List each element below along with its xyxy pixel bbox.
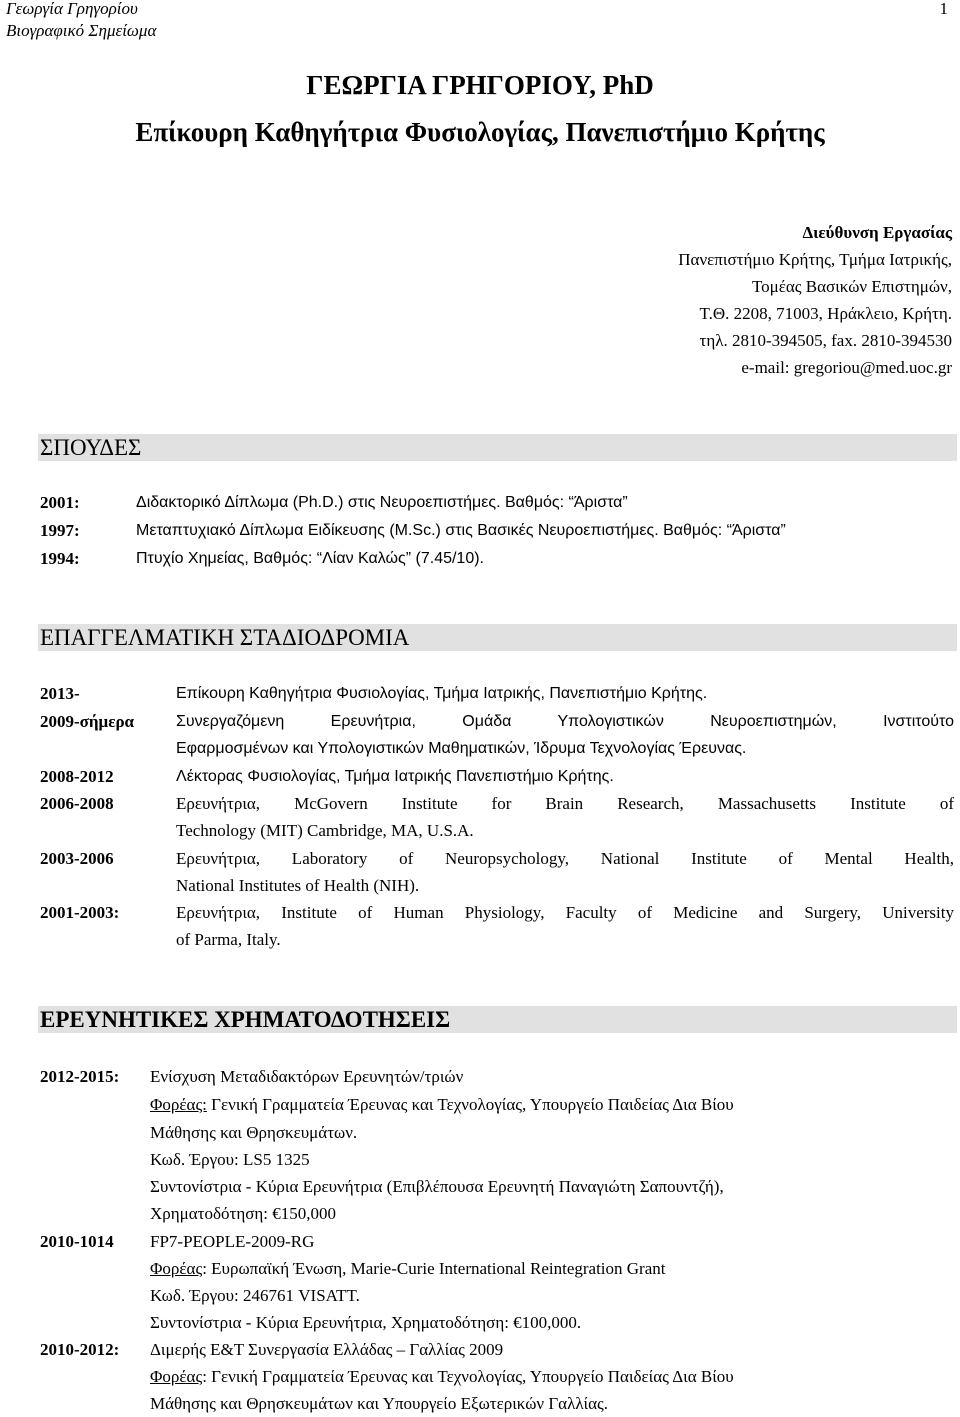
grant-amount: Χρηματοδότηση: €150,000 xyxy=(150,1204,337,1223)
address-line: Τομέας Βασικών Επιστημών, xyxy=(751,277,952,296)
career-year: 2006-2008 xyxy=(40,794,114,813)
document-title-position: Επίκουρη Καθηγήτρια Φυσιολογίας, Πανεπιστήμιο Κρήτης xyxy=(135,117,825,147)
work-address xyxy=(678,219,952,381)
funder-label: Φορέας: xyxy=(150,1095,207,1114)
education-entry: Μεταπτυχιακό Δίπλωμα Ειδίκευσης (M.Sc.) στις Βασικές Νευροεπιστήμες. Βαθμός: “Άριστα” xyxy=(136,522,786,539)
grant-title: Ενίσχυση Μεταδιδακτόρων Ερευνητών/τριών xyxy=(150,1067,464,1086)
career-entry: Ερευνήτρια, Institute of Human Physiology, Faculty of Medicine and Surgery, University xyxy=(176,903,954,922)
grant-coordinator: Συντονίστρια - Κύρια Ερευνήτρια (Επιβλέπουσα Ερευνητή Παναγιώτη Σαπουντζή), xyxy=(150,1177,724,1196)
page-number: 1 xyxy=(939,0,948,18)
grant-coordinator: Συντονίστρια - Κύρια Ερευνήτρια, Χρηματοδότηση: €100,000. xyxy=(150,1313,582,1332)
section-heading-career: ΕΠΑΓΓΕΛΜΑΤΙΚΗ ΣΤΑΔΙΟΔΡΟΜΙΑ xyxy=(38,624,957,651)
career-year: 2003-2006 xyxy=(40,849,114,868)
career-entry: Λέκτορας Φυσιολογίας, Τμήμα Ιατρικής Πανεπιστήμιο Κρήτης. xyxy=(176,768,614,785)
career-year: 2001-2003: xyxy=(40,903,120,922)
career-entry-continued: Εφαρμοσμένων και Υπολογιστικών Μαθηματικών, Ίδρυμα Τεχνολογίας Έρευνας. xyxy=(176,740,747,757)
running-header xyxy=(6,0,156,42)
document-title-name: ΓΕΩΡΓΙΑ ΓΡΗΓΟΡΙΟΥ, PhD xyxy=(306,70,654,100)
funder-text: : Γενική Γραμματεία Έρευνας και Τεχνολογίας, Υπουργείο Παιδείας Δια Βίου xyxy=(202,1367,734,1386)
education-year: 2001: xyxy=(40,493,80,512)
grant-funder-continued: Μάθησης και Θρησκευμάτων. xyxy=(150,1123,358,1142)
address-phone-fax: τηλ. 2810-394505, fax. 2810-394530 xyxy=(699,331,952,350)
education-entry: Διδακτορικό Δίπλωμα (Ph.D.) στις Νευροεπιστήμες. Βαθμός: “Άριστα” xyxy=(136,494,628,511)
education-entry: Πτυχίο Χημείας, Βαθμός: “Λίαν Καλώς” (7.45/10). xyxy=(136,550,484,567)
education-year: 1997: xyxy=(40,521,80,540)
address-line: Τ.Θ. 2208, 71003, Ηράκλειο, Κρήτη. xyxy=(699,304,952,323)
education-year: 1994: xyxy=(40,549,80,568)
career-year: 2008-2012 xyxy=(40,767,114,786)
career-entry: Ερευνήτρια, Laboratory of Neuropsychology, National Institute of Mental Health, xyxy=(176,849,954,868)
grant-funder xyxy=(150,1363,734,1390)
career-entry: Συνεργαζόμενη Ερευνήτρια, Ομάδα Υπολογιστικών Νευροεπιστημών, Ινστιτούτο xyxy=(176,713,954,730)
career-year: 2009-σήμερα xyxy=(40,712,135,731)
grant-year: 2010-1014 xyxy=(40,1232,114,1251)
work-address-heading: Διεύθυνση Εργασίας xyxy=(802,223,952,242)
career-entry: Ερευνήτρια, McGovern Institute for Brain Research, Massachusetts Institute of xyxy=(176,794,954,813)
grant-funder xyxy=(150,1255,666,1282)
grant-funder xyxy=(150,1091,734,1118)
funder-text: : Ευρωπαϊκή Ένωση, Marie-Curie International Reintegration Grant xyxy=(202,1259,666,1278)
funder-label: Φορέας xyxy=(150,1259,203,1278)
career-entry-continued: of Parma, Italy. xyxy=(176,930,281,949)
section-heading-education: ΣΠΟΥΔΕΣ xyxy=(38,434,957,461)
header-document-type: Βιογραφικό Σημείωμα xyxy=(6,21,157,40)
grant-title: FP7-PEOPLE-2009-RG xyxy=(150,1232,315,1251)
career-entry-continued: National Institutes of Health (NIH). xyxy=(176,876,420,895)
grant-year: 2010-2012: xyxy=(40,1340,120,1359)
grant-code: Κωδ. Έργου: 246761 VISATT. xyxy=(150,1286,360,1305)
career-entry-continued: Technology (MIT) Cambridge, MA, U.S.A. xyxy=(176,821,474,840)
grant-funder-continued: Μάθησης και Θρησκευμάτων και Υπουργείο Εξωτερικών Γαλλίας. xyxy=(150,1394,609,1413)
address-line: Πανεπιστήμιο Κρήτης, Τμήμα Ιατρικής, xyxy=(678,250,952,269)
grant-code: Κωδ. Έργου: LS5 1325 xyxy=(150,1150,310,1169)
header-author-name: Γεωργία Γρηγορίου xyxy=(6,0,138,18)
grant-year: 2012-2015: xyxy=(40,1067,120,1086)
career-year: 2013- xyxy=(40,684,80,703)
funder-label: Φορέας xyxy=(150,1367,203,1386)
career-entry: Επίκουρη Καθηγήτρια Φυσιολογίας, Τμήμα Ιατρικής, Πανεπιστήμιο Κρήτης. xyxy=(176,685,708,702)
section-heading-funding: ΕΡΕΥΝΗΤΙΚΕΣ ΧΡΗΜΑΤΟΔΟΤΗΣΕΙΣ xyxy=(38,1006,957,1033)
grant-title: Διμερής Ε&Τ Συνεργασία Ελλάδας – Γαλλίας 2009 xyxy=(150,1340,504,1359)
address-email: e-mail: gregoriou@med.uoc.gr xyxy=(741,358,952,377)
funder-text: Γενική Γραμματεία Έρευνας και Τεχνολογίας, Υπουργείο Παιδείας Δια Βίου xyxy=(206,1095,734,1114)
